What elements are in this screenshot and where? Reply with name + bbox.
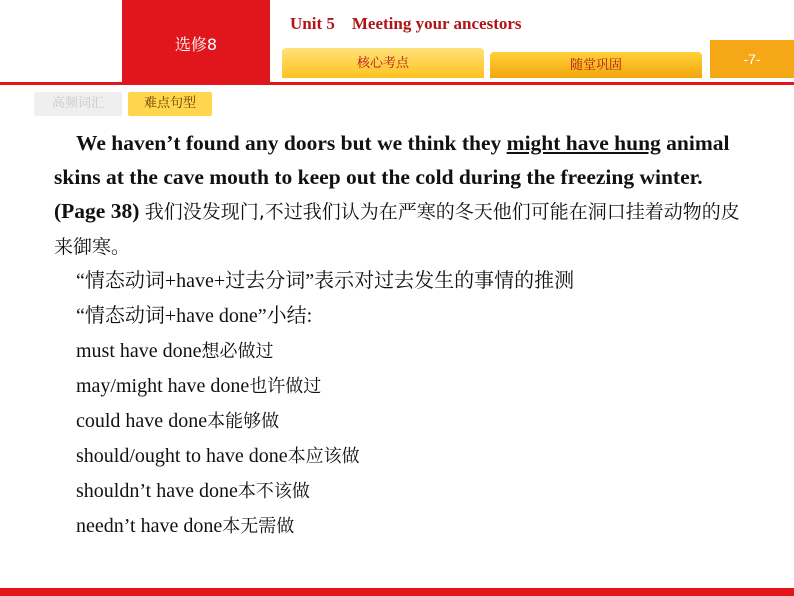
tab-core-points[interactable]: 核心考点 [282,48,484,78]
note-text: shouldn’t have done [76,480,238,502]
note-cn: 本应该做 [287,446,360,467]
note-cn: 本不该做 [237,481,310,502]
tab-class-practice[interactable]: 随堂巩固 [490,52,702,78]
sentence-underlined: might have hung [506,131,661,155]
page-number: -7- [710,40,794,78]
sentence-part2: animal skins at the cave mouth to keep out the cold during the freezing winter.(Page 38) [54,131,730,223]
note-line [54,299,744,334]
note-line [54,474,744,509]
note-cn: 本无需做 [222,516,295,537]
header-divider [0,82,794,85]
note-line [54,334,744,369]
header-book-block [122,0,270,82]
subtab-sentence-patterns[interactable]: 难点句型 [128,92,212,116]
note-cn: 想必做过 [201,341,274,362]
note-cn: 本能够做 [207,411,280,432]
content-area [54,126,744,544]
subtab-vocabulary[interactable]: 高频词汇 [34,92,122,116]
note-text: may/might have done [76,375,250,397]
note-text: “情态动词+have+过去分词”表示对过去发生的事情的推测 [76,270,575,292]
footer-divider [0,588,794,596]
book-label: 选修8 [174,35,218,54]
note-cn: 也许做过 [249,376,322,397]
example-sentence [54,126,744,264]
note-text: needn’t have done [76,515,223,537]
note-line [54,509,744,544]
note-line [54,439,744,474]
unit-title: Unit 5 Meeting your ancestors [290,14,522,33]
note-line [54,264,744,299]
sentence-translation: 我们没发现门,不过我们认为在严寒的冬天他们可能在洞口挂着动物的皮来御寒。 [54,201,740,258]
note-text: “情态动词+have done”小结: [76,305,313,327]
sentence-part1: We haven’t found any doors but we think they [76,131,507,155]
note-text: should/ought to have done [76,445,288,467]
note-text: must have done [76,340,202,362]
note-line [54,369,744,404]
note-text: could have done [76,410,208,432]
note-line [54,404,744,439]
